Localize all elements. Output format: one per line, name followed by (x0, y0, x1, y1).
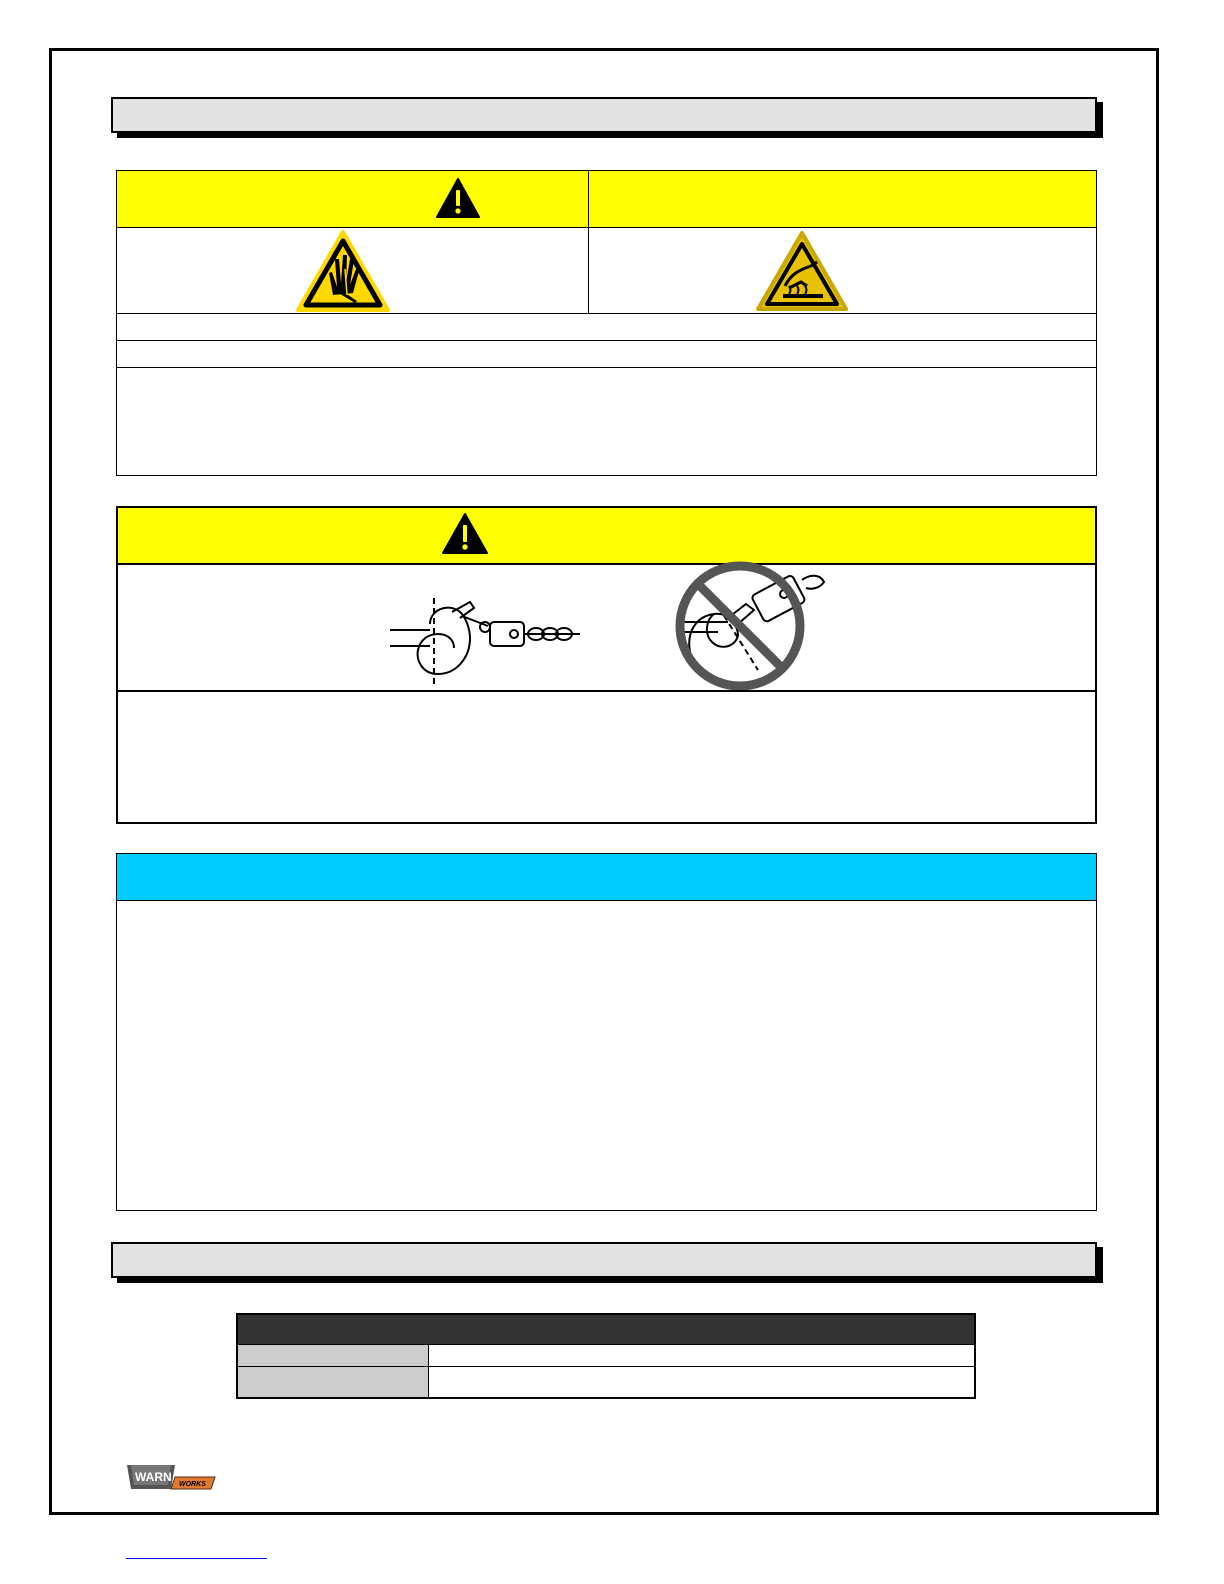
warning-banner (118, 508, 1095, 563)
warning-banner (117, 171, 1096, 227)
hand-cut-hazard-icon (295, 229, 391, 313)
logo-text: WARN (135, 1470, 172, 1484)
logo-subtext: WORKS (179, 1481, 206, 1488)
section-header-1 (111, 97, 1097, 133)
table-label-cell (238, 1345, 428, 1366)
warn-works-logo (125, 1463, 217, 1493)
hook-latch-open-prohibited-illustration (668, 560, 838, 690)
warning-box-hazards (116, 170, 1097, 476)
notice-banner (117, 854, 1096, 900)
warning-triangle-icon (441, 512, 489, 555)
warning-triangle-icon (435, 177, 481, 219)
table-label-cell (238, 1367, 428, 1397)
hook-latch-closed-illustration (390, 594, 580, 686)
warning-box-hook-latch (116, 506, 1097, 824)
notice-box (116, 853, 1097, 1211)
hot-surface-hazard-icon (755, 230, 849, 312)
section-header-2 (111, 1242, 1097, 1278)
link-underline[interactable] (126, 1558, 267, 1559)
table-header-row (238, 1315, 974, 1344)
spec-table (236, 1313, 976, 1399)
